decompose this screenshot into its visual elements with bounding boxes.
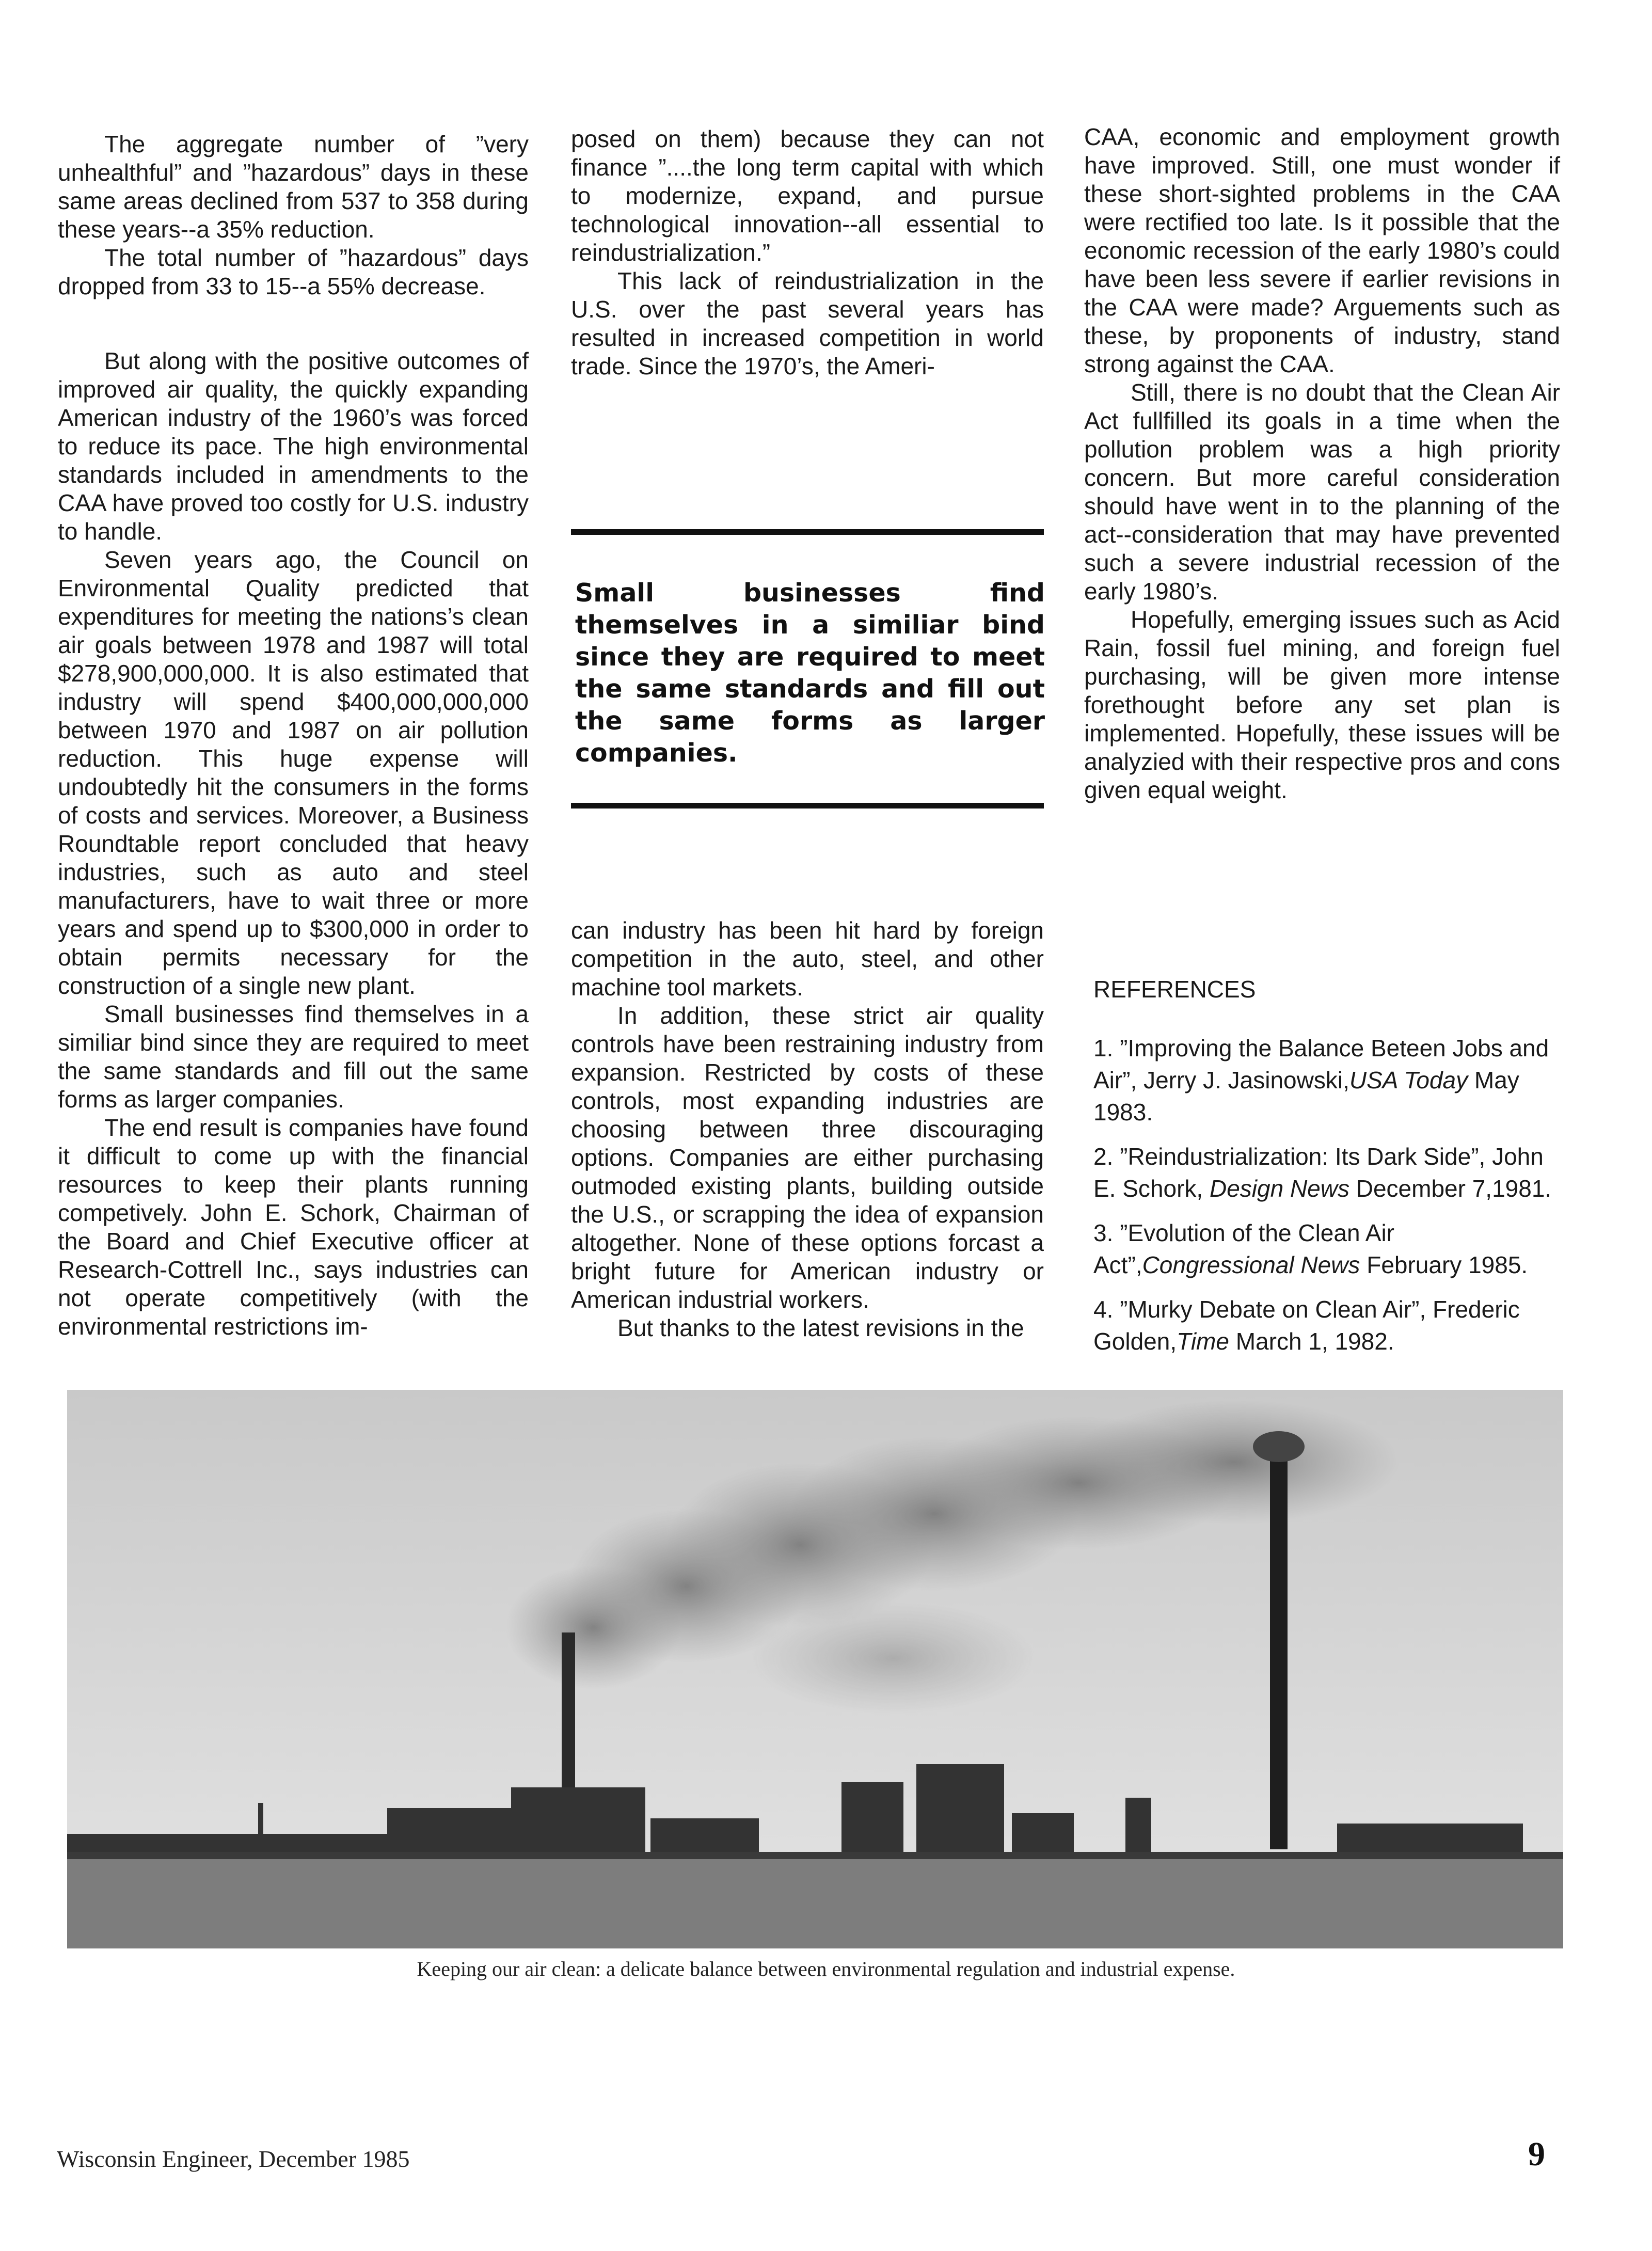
tall-pole <box>1270 1452 1288 1849</box>
article-column-1 <box>58 130 529 1341</box>
paragraph: But along with the positive outcomes of improved air quality, the quickly expanding American industry of the 1960’s was forced to reduce its pace. The high environmental standards included in amendments to the CAA have proved too costly for U.S. industry to handle. <box>58 347 529 545</box>
paragraph: Seven years ago, the Council on Environmental Quality predicted that expenditures for meeting the nations’s clean air goals between 1978 and 1987 will total $278,900,000,000. It is also estimated that industry will spend $400,000,000,000 between 1970 and 1987 on air pollution reduction. This huge expense will undoubtedly hit the consumers in the forms of costs and services. Moreover, a Business Roundtable report concluded that heavy industries, such as auto and steel manufacturers, have to wait three or more years and spend up to $300,000 in order to obtain permits necessary for the construction of a single new plant. <box>58 546 529 999</box>
industrial-photo <box>67 1390 1563 1948</box>
article-column-2-top <box>571 125 1044 381</box>
pull-quote-top-rule <box>571 529 1044 535</box>
pull-quote-bottom-rule <box>571 803 1044 809</box>
pole-lamp <box>1253 1431 1305 1462</box>
reference-item: 4. ”Murky Debate on Clean Air”, Frederic Golden,Time March 1, 1982. <box>1093 1296 1520 1355</box>
article-column-3 <box>1084 123 1560 804</box>
page-number: 9 <box>1528 2135 1545 2173</box>
reference-item: 3. ”Evolution of the Clean Air Act”,Congressional News February 1985. <box>1093 1219 1528 1278</box>
paragraph: This lack of reindustrialization in the U.S. over the past several years has resulted in increased competition in world trade. Since the 1970’s, the Ameri- <box>571 267 1044 379</box>
shoreline <box>67 1852 1563 1859</box>
photo-caption: Keeping our air clean: a delicate balance between environmental regulation and industrial expense. <box>417 1957 1235 1980</box>
reference-item: 2. ”Reindustrialization: Its Dark Side”, John E. Schork, Design News December 7,1981. <box>1093 1143 1552 1202</box>
article-column-2-bottom <box>571 916 1044 1342</box>
water <box>67 1854 1563 1948</box>
paragraph: can industry has been hit hard by foreign competition in the auto, steel, and other machine tool markets. <box>571 917 1044 1001</box>
paragraph: The total number of ”hazardous” days dropped from 33 to 15--a 55% decrease. <box>58 244 529 299</box>
pull-quote: Small businesses find themselves in a similiar bind since they are required to meet the same standards and fill out the same forms as larger companies. <box>575 578 1045 768</box>
publication-footer: Wisconsin Engineer, December 1985 <box>57 2146 410 2172</box>
paragraph: Hopefully, emerging issues such as Acid Rain, fossil fuel mining, and foreign fuel purchasing, will be given more intense forethought before any set plan is implemented. Hopefully, these issues will be analyzied with their respective pros and cons given equal weight. <box>1084 606 1560 803</box>
paragraph: The end result is companies have found it difficult to come up with the financial resources to keep their plants running competively. John E. Schork, Chairman of the Board and Chief Executive officer at Research-Cottrell Inc., says industries can not operate competitively (with the environmental restrictions im- <box>58 1114 529 1340</box>
paragraph: posed on them) because they can not finance ”....the long term capital with which to modernize, expand, and pursue technological innovation--all essential to reindustrialization.” <box>571 125 1044 266</box>
paragraph: In addition, these strict air quality controls have been restraining industry from expansion. Restricted by costs of these controls, most expanding industries are choosing between three discouraging options. Companies are either purchasing outmoded existing plants, building outside the U.S., or scrapping the idea of expansion altogether. None of these options forcast a bright future for American industry or American industrial workers. <box>571 1002 1044 1313</box>
factory-skyline-illustration <box>67 1390 1563 1948</box>
paragraph: Still, there is no doubt that the Clean Air Act fullfilled its goals in a time when the pollution problem was a high priority concern. But more careful consideration should have went in to the planning of the act--consideration that may have prevented such a severe industrial recession of the early 1980’s. <box>1084 379 1560 605</box>
references-heading: REFERENCES <box>1093 976 1256 1003</box>
references <box>1093 973 1559 1370</box>
paragraph: Small businesses find themselves in a similiar bind since they are required to meet the same standards and fill out the same forms as larger companies. <box>58 1001 529 1113</box>
paragraph: The aggregate number of ”very unhealthful” and ”hazardous” days in these same areas declined from 537 to 358 during these years--a 35% reduction. <box>58 131 529 243</box>
paragraph: CAA, economic and employment growth have improved. Still, one must wonder if these short-sighted problems in the CAA were rectified too late. Is it possible that the economic recession of the early 1980’s could have been less severe if earlier revisions in the CAA were made? Arguements such as these, by proponents of industry, stand strong against the CAA. <box>1084 123 1560 377</box>
crane-mast <box>258 1803 263 1860</box>
reference-item: 1. ”Improving the Balance Beteen Jobs and Air”, Jerry J. Jasinowski,USA Today May 1983. <box>1093 1035 1549 1126</box>
paragraph: But thanks to the latest revisions in the <box>617 1314 1024 1341</box>
